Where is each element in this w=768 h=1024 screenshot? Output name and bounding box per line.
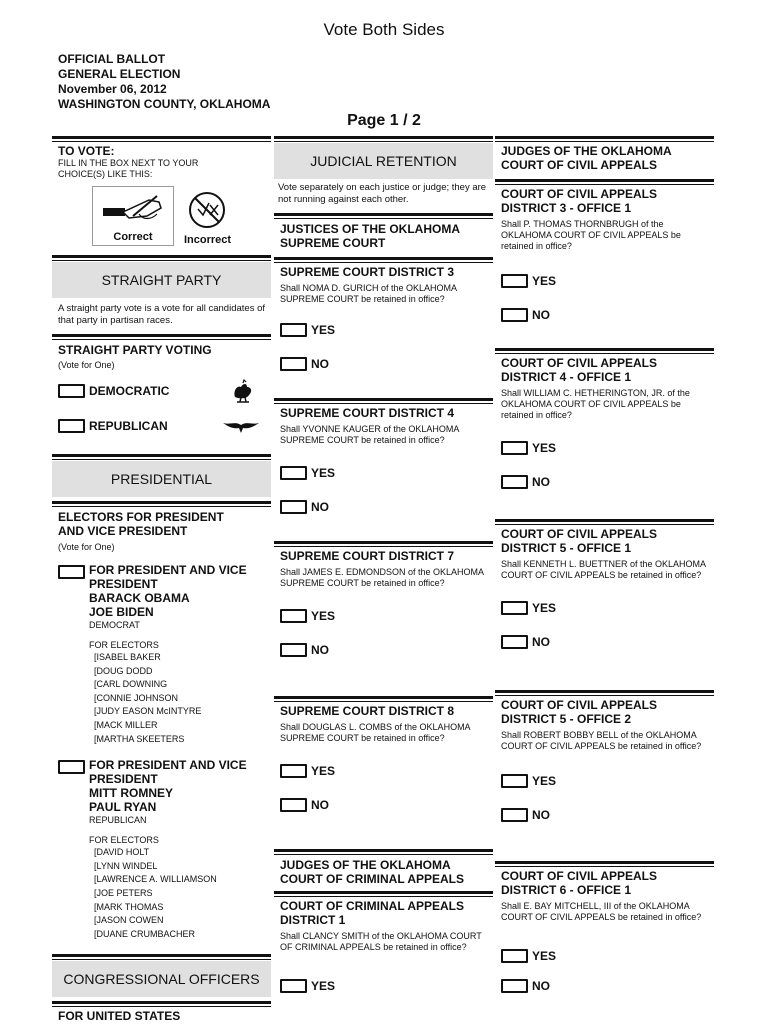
- yes-option[interactable]: [501, 774, 708, 788]
- contest-title: COURT OF CRIMINAL APPEALS DISTRICT 1: [280, 899, 465, 927]
- contest-question: Shall P. THOMAS THORNBRUGH of the OKLAHOMA COURT OF CIVIL APPEALS be retained in office?: [501, 219, 681, 251]
- presidential-heading: PRESIDENTIAL: [52, 461, 271, 497]
- column-3: [495, 136, 714, 996]
- congressional-heading: CONGRESSIONAL OFFICERS: [52, 961, 271, 997]
- contest-question: Shall DOUGLAS L. COMBS of the OKLAHOMA SUPREME COURT be retained in office?: [280, 722, 471, 743]
- contest-civil-4-1: [495, 351, 714, 519]
- yes-label: YES: [311, 323, 336, 337]
- elector: [JUDY EASON McINTYRE: [94, 706, 202, 717]
- column-1: [52, 136, 271, 1024]
- contest-title: COURT OF CIVIL APPEALS DISTRICT 5 - OFFICE 2: [501, 698, 658, 726]
- vote-box[interactable]: [58, 760, 85, 774]
- no-option[interactable]: [501, 979, 708, 993]
- yes-label: YES: [311, 979, 336, 993]
- elector: [DAVID HOLT: [94, 847, 150, 858]
- elector: [LYNN WINDEL: [94, 860, 158, 871]
- yes-option[interactable]: [280, 466, 487, 480]
- contest-title: COURT OF CIVIL APPEALS DISTRICT 5 - OFFICE 1: [501, 527, 658, 555]
- election-date: November 06, 2012: [58, 82, 167, 96]
- vote-box[interactable]: [501, 274, 528, 288]
- yes-option[interactable]: [501, 441, 708, 455]
- ballot-type: OFFICIAL BALLOT: [58, 52, 166, 66]
- correct-label: Correct: [113, 231, 153, 243]
- presidential-title: ELECTORS FOR PRESIDENT AND VICE PRESIDENT: [58, 510, 224, 538]
- elector: [ISABEL BAKER: [94, 652, 161, 662]
- yes-option[interactable]: [280, 323, 487, 337]
- eagle-icon: [221, 417, 261, 435]
- vote-box[interactable]: [501, 308, 528, 322]
- office-line-2: PRESIDENT: [89, 577, 158, 591]
- judicial-retention-heading: JUDICIAL RETENTION: [274, 143, 493, 179]
- elector: [MARK THOMAS: [94, 901, 164, 912]
- contest-title: SUPREME COURT DISTRICT 3: [280, 265, 455, 279]
- contest-question: Shall NOMA D. GURICH of the OKLAHOMA SUPREME COURT be retained in office?: [280, 283, 457, 304]
- vote-box[interactable]: [501, 808, 528, 822]
- yes-option[interactable]: [501, 274, 708, 288]
- contest-civil-5-2: [495, 693, 714, 861]
- vote-box[interactable]: [280, 466, 307, 480]
- yes-label: YES: [311, 764, 336, 778]
- civil-appeals-title: JUDGES OF THE OKLAHOMA COURT OF CIVIL APPEALS: [501, 144, 672, 172]
- vote-box[interactable]: [58, 565, 85, 579]
- office-line-1: FOR PRESIDENT AND VICE: [89, 563, 247, 577]
- contest-question: Shall YVONNE KAUGER of the OKLAHOMA SUPREME COURT be retained in office?: [280, 424, 459, 445]
- vote-box[interactable]: [501, 441, 528, 455]
- party-name: REPUBLICAN: [89, 815, 147, 826]
- party-name: DEMOCRAT: [89, 620, 140, 630]
- no-label: NO: [311, 798, 329, 812]
- contest-civil-5-1: [495, 522, 714, 690]
- ticket-option-2[interactable]: [58, 758, 265, 941]
- yes-label: YES: [532, 601, 557, 615]
- no-option[interactable]: [280, 643, 487, 657]
- contest-question: Shall CLANCY SMITH of the OKLAHOMA COURT OF CRIMINAL APPEALS be retained in office?: [280, 931, 482, 952]
- contest-question: Shall KENNETH L. BUETTNER of the OKLAHOMA COURT OF CIVIL APPEALS be retained in office?: [501, 559, 706, 580]
- vote-box[interactable]: [501, 475, 528, 489]
- yes-label: YES: [311, 466, 336, 480]
- contest-title: SUPREME COURT DISTRICT 7: [280, 549, 455, 563]
- yes-label: YES: [311, 609, 336, 623]
- no-option[interactable]: [501, 635, 708, 649]
- yes-label: YES: [532, 949, 557, 963]
- straight-party-contest: [52, 337, 271, 438]
- election-name: GENERAL ELECTION: [58, 67, 181, 81]
- yes-label: YES: [532, 274, 557, 288]
- straight-party-note: A straight party vote is a vote for all candidates of that party in partisan races.: [58, 303, 266, 326]
- vote-box[interactable]: [501, 774, 528, 788]
- no-label: NO: [532, 979, 550, 993]
- elector: [JOE PETERS: [94, 887, 153, 898]
- no-label: NO: [311, 643, 329, 657]
- no-option[interactable]: [501, 308, 708, 322]
- contest-supreme-7: [274, 544, 493, 696]
- contest-question: Shall WILLIAM C. HETHERINGTON, JR. of the OKLAHOMA COURT OF CIVIL APPEALS be retained in office?: [501, 388, 690, 420]
- no-label: NO: [532, 475, 550, 489]
- elector: [CARL DOWNING: [94, 679, 168, 690]
- contest-title: SUPREME COURT DISTRICT 8: [280, 704, 455, 718]
- elector: [JASON COWEN: [94, 915, 164, 926]
- contest-supreme-3: [274, 260, 493, 398]
- office-line-1: FOR PRESIDENT AND VICE: [89, 758, 247, 773]
- president-name: MITT ROMNEY: [89, 786, 173, 801]
- vote-box[interactable]: [280, 609, 307, 623]
- vote-box[interactable]: [280, 764, 307, 778]
- no-label: NO: [311, 500, 329, 514]
- vote-box[interactable]: [280, 500, 307, 514]
- vote-box[interactable]: [58, 384, 85, 398]
- no-label: NO: [532, 308, 550, 322]
- vote-box[interactable]: [501, 979, 528, 993]
- contest-title: COURT OF CIVIL APPEALS DISTRICT 4 - OFFICE 1: [501, 356, 658, 384]
- electors-label: FOR ELECTORS: [89, 835, 159, 846]
- yes-option[interactable]: [280, 764, 487, 778]
- column-2: [274, 136, 493, 996]
- ticket-option-1[interactable]: [58, 563, 265, 746]
- ballot-header: [58, 52, 270, 112]
- vote-box[interactable]: [280, 798, 307, 812]
- judicial-note: Vote separately on each justice or judge; they are not running against each other.: [278, 182, 487, 205]
- elector: [DOUG DODD: [94, 665, 153, 676]
- yes-label: YES: [532, 441, 557, 455]
- no-option[interactable]: [280, 500, 487, 514]
- office-line-2: PRESIDENT: [89, 772, 158, 787]
- no-option[interactable]: [280, 798, 487, 812]
- instructions: [52, 139, 271, 249]
- vote-box[interactable]: [280, 979, 307, 993]
- no-label: NO: [311, 357, 329, 371]
- page-number: Page 1 / 2: [347, 112, 421, 129]
- yes-label: YES: [532, 774, 557, 788]
- president-name: BARACK OBAMA: [89, 591, 190, 605]
- vote-box[interactable]: [501, 635, 528, 649]
- vice-president-name: PAUL RYAN: [89, 800, 157, 815]
- contest-question: Shall JAMES E. EDMONDSON of the OKLAHOMA SUPREME COURT be retained in office?: [280, 567, 484, 588]
- incorrect-label: Incorrect: [183, 234, 232, 246]
- yes-option[interactable]: [501, 601, 708, 615]
- elector: [MARTHA SKEETERS: [94, 733, 185, 744]
- vote-for-one: (Vote for One): [58, 542, 115, 552]
- elector: [MACK MILLER: [94, 719, 158, 730]
- incorrect-example: [184, 189, 231, 246]
- straight-party-title: STRAIGHT PARTY VOTING: [58, 343, 212, 357]
- contest-supreme-8: [274, 699, 493, 849]
- contest-title: COURT OF CIVIL APPEALS DISTRICT 6 - OFFICE 1: [501, 869, 658, 897]
- elector: [CONNIE JOHNSON: [94, 692, 179, 703]
- vote-box[interactable]: [501, 949, 528, 963]
- contest-title: COURT OF CIVIL APPEALS DISTRICT 3 - OFFICE 1: [501, 187, 658, 215]
- elector: [LAWRENCE A. WILLIAMSON: [94, 874, 217, 885]
- contest-supreme-4: [274, 401, 493, 541]
- straight-party-heading: STRAIGHT PARTY: [52, 262, 271, 298]
- no-label: NO: [532, 808, 550, 822]
- vote-both-sides: Vote Both Sides: [323, 20, 445, 39]
- contest-civil-3-1: [495, 182, 714, 348]
- yes-option[interactable]: [280, 979, 487, 993]
- no-option[interactable]: [501, 808, 708, 822]
- vote-box[interactable]: [280, 643, 307, 657]
- correct-example: [92, 186, 174, 246]
- instructions-text: FILL IN THE BOX NEXT TO YOUR CHOICE(S) LIKE THIS:: [58, 158, 199, 179]
- no-option[interactable]: [280, 357, 487, 371]
- presidential-contest: [52, 504, 271, 944]
- contest-civil-6-1: [495, 864, 714, 996]
- elector: [DUANE CRUMBACHER: [94, 928, 196, 939]
- rooster-icon: [227, 379, 257, 403]
- contest-criminal-1: [274, 894, 493, 996]
- vote-box[interactable]: [501, 601, 528, 615]
- contest-question: Shall ROBERT BOBBY BELL of the OKLAHOMA COURT OF CIVIL APPEALS be retained in office?: [501, 730, 702, 751]
- vote-box[interactable]: [58, 419, 85, 433]
- no-checkmark-icon: [185, 189, 229, 231]
- county-name: WASHINGTON COUNTY, OKLAHOMA: [58, 97, 271, 111]
- party-label: REPUBLICAN: [89, 419, 168, 433]
- instructions-title: TO VOTE:: [58, 144, 115, 158]
- vice-president-name: JOE BIDEN: [89, 605, 154, 619]
- yes-option[interactable]: [280, 609, 487, 623]
- party-option-republican[interactable]: [58, 417, 265, 435]
- yes-option[interactable]: [501, 949, 708, 963]
- supreme-court-title: JUSTICES OF THE OKLAHOMA SUPREME COURT: [280, 222, 460, 250]
- vote-box[interactable]: [280, 357, 307, 371]
- party-option-democratic[interactable]: [58, 379, 265, 403]
- electors-label: FOR ELECTORS: [89, 640, 159, 650]
- vote-for-one: (Vote for One): [58, 360, 115, 370]
- filled-box-hand-icon: [99, 190, 167, 228]
- congressional-title: FOR UNITED STATES: [58, 1009, 181, 1024]
- contest-title: SUPREME COURT DISTRICT 4: [280, 406, 455, 420]
- contest-question: Shall E. BAY MITCHELL, III of the OKLAHOMA COURT OF CIVIL APPEALS be retained in office?: [501, 901, 702, 922]
- party-label: DEMOCRATIC: [89, 384, 170, 398]
- criminal-appeals-title: JUDGES OF THE OKLAHOMA COURT OF CRIMINAL APPEALS: [280, 858, 465, 886]
- no-label: NO: [532, 635, 550, 649]
- no-option[interactable]: [501, 475, 708, 489]
- vote-box[interactable]: [280, 323, 307, 337]
